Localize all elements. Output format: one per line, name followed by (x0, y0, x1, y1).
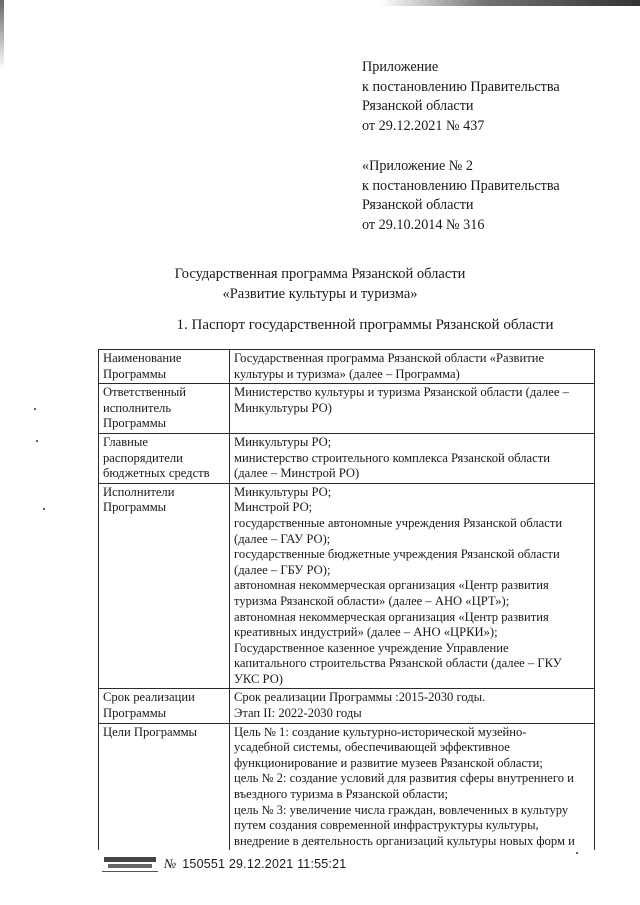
passport-label-cell (99, 723, 230, 850)
passport-value-line: культуры и туризма» (далее – Программа) (234, 366, 460, 381)
passport-value-line: автономная некоммерческая организация «Центр развития (234, 578, 549, 593)
passport-value-cell (230, 689, 595, 723)
scan-speck (43, 508, 45, 510)
passport-value-line: Государственная программа Рязанской области «Развитие (234, 351, 545, 365)
passport-value-line: цель № 3: увеличение числа граждан, вовлеченных в культуру (234, 802, 569, 817)
passport-label-cell (99, 350, 230, 384)
program-title (0, 265, 640, 304)
passport-value-line: автономная некоммерческая организация «Центр развития (234, 609, 549, 624)
appendix-current-line: от 29.12.2021 № 437 (362, 117, 485, 134)
table-row (99, 723, 595, 850)
passport-value-line: (далее – ГАУ РО); (234, 531, 331, 546)
appendix-original-block (362, 157, 560, 235)
appendix-original-line: к постановлению Правительства (362, 177, 560, 194)
registration-mark: № (164, 856, 177, 871)
appendix-current-line: Рязанской области (362, 98, 474, 114)
passport-value-line: министерство строительного комплекса Рязанской области (234, 450, 550, 465)
table-row (99, 350, 595, 384)
passport-label-line: бюджетных средств (103, 466, 210, 481)
passport-table (98, 349, 595, 850)
passport-label-cell (99, 384, 230, 434)
passport-value-line: внедрение в деятельность организаций культуры новых форм и (234, 833, 575, 848)
barcode-stamp-icon (102, 854, 158, 874)
passport-label-line: Программы (103, 500, 167, 515)
passport-value-line: Этап II: 2022-2030 годы (234, 706, 362, 721)
passport-value-line: креативных индустрий» (далее – АНО «ЦРКИ»); (234, 625, 498, 640)
passport-value-line: усадебной системы, обеспечивающей эффективное (234, 740, 510, 755)
table-row (99, 689, 595, 723)
passport-label-cell (99, 689, 230, 723)
passport-value-line: (далее – Минстрой РО) (234, 466, 360, 481)
passport-value-line: Минкультуры РО) (234, 400, 332, 415)
passport-label-cell (99, 483, 230, 689)
passport-value-line: Минстрой РО; (234, 500, 313, 515)
passport-label-line: Программы (103, 366, 167, 381)
appendix-original-line: «Приложение № 2 (362, 158, 473, 174)
passport-value-line: путем создания современной инфраструктуры культуры, (234, 818, 539, 833)
passport-value-line: государственные бюджетные учреждения Рязанской области (234, 547, 560, 562)
registration-number: 150551 29.12.2021 11:55:21 (182, 857, 347, 871)
passport-value-line: государственные автономные учреждения Рязанской области (234, 515, 563, 530)
passport-value-line: Минкультуры РО; (234, 484, 332, 499)
passport-label-line: Наименование (103, 351, 182, 365)
passport-label-line: Исполнители (103, 484, 175, 499)
passport-value-line: (далее – ГБУ РО); (234, 562, 331, 577)
passport-value-line: Цель № 1: создание культурно-исторической музейно- (234, 724, 527, 739)
passport-value-line: въездного туризма в Рязанской области; (234, 787, 449, 802)
passport-value-line: Минкультуры РО; (234, 434, 332, 449)
passport-value-line: туризма Рязанской области» (далее – АНО «ЦРТ»); (234, 593, 510, 608)
passport-label-line: Программы (103, 416, 167, 431)
passport-value-line: Срок реализации Программы :2015-2030 годы. (234, 690, 486, 705)
appendix-original-line: Рязанской области (362, 197, 474, 213)
passport-value-cell (230, 350, 595, 384)
passport-label-line: Ответственный (103, 385, 186, 400)
passport-value-line: капитального строительства Рязанской области (далее – ГКУ (234, 656, 562, 671)
scan-edge-top (380, 0, 640, 6)
passport-value-cell (230, 483, 595, 689)
table-row (99, 483, 595, 689)
passport-label-line: распорядители (103, 450, 183, 465)
passport-value-line: Государственное казенное учреждение Управление (234, 640, 509, 655)
passport-label-cell (99, 433, 230, 483)
appendix-current-line: к постановлению Правительства (362, 78, 560, 95)
appendix-current-block (362, 58, 560, 136)
table-row (99, 384, 595, 434)
passport-value-line: УКС РО) (234, 671, 283, 686)
scan-speck (576, 852, 578, 854)
appendix-current-line: Приложение (362, 59, 439, 75)
passport-value-line: цель № 2: создание условий для развития сферы внутреннего и (234, 771, 574, 786)
passport-label-line: Главные (103, 434, 148, 449)
passport-label-line: Программы (103, 706, 167, 721)
passport-value-cell (230, 384, 595, 434)
scan-speck (34, 408, 36, 410)
appendix-original-line: от 29.10.2014 № 316 (362, 216, 485, 233)
passport-value-cell (230, 723, 595, 850)
registration-footer (102, 852, 346, 876)
scan-speck (36, 440, 38, 442)
passport-value-cell (230, 433, 595, 483)
passport-label-line: Цели Программы (103, 724, 197, 739)
passport-label-line: Срок реализации (103, 690, 195, 705)
passport-value-line: функционирование и развитие музеев Рязанской области; (234, 755, 543, 770)
scan-edge-left (0, 0, 4, 70)
passport-label-line: исполнитель (103, 400, 172, 415)
passport-value-line: Министерство культуры и туризма Рязанской области (далее – (234, 385, 569, 400)
passport-heading: 1. Паспорт государственной программы Рязанской области (176, 317, 554, 333)
table-row (99, 433, 595, 483)
program-title-line2: «Развитие культуры и туризма» (222, 285, 418, 302)
program-title-line1: Государственная программа Рязанской области (174, 266, 466, 282)
